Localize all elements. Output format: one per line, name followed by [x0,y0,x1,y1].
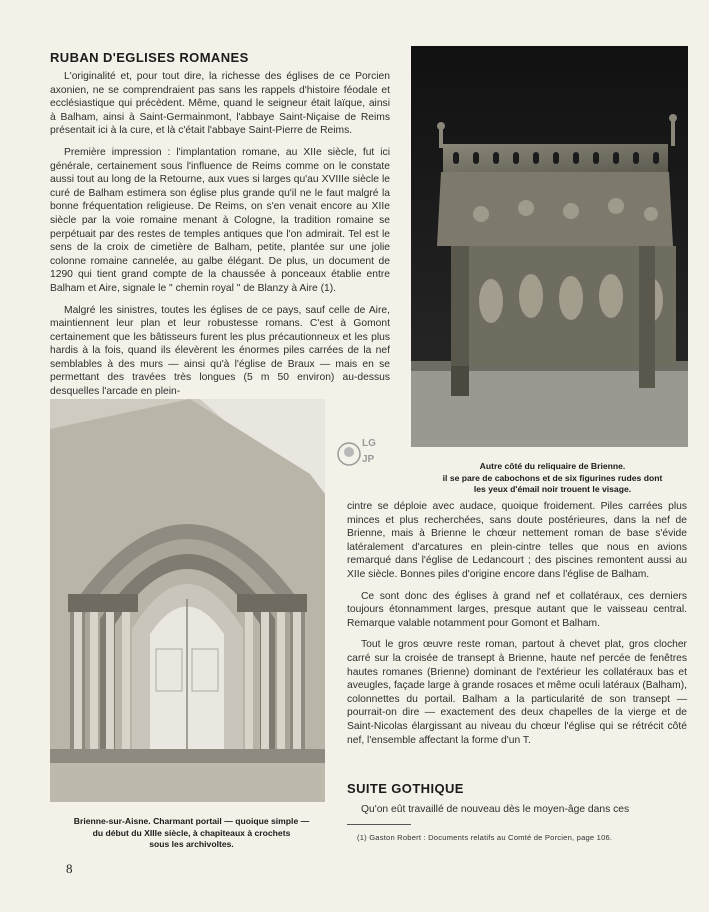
footnote: (1) Gaston Robert : Documents relatifs au Comté de Porcien, page 106. [357,833,613,842]
caption-line: il se pare de cabochons et de six figurines rudes dont [442,472,663,483]
section-heading-gothic: SUITE GOTHIQUE [347,781,464,796]
paragraph: Tout le gros œuvre reste roman, partout à chevet plat, gros clocher carré sur la croisée de transept à Brienne, haute nef percée de fenêtres hautes romanes (Brienne) dominant de l'extérieur les collatéraux bas et aveugles, façade large à grande rosaces et même oculi latéraux (Balham), colonnettes du portail. Balham a la particularité de son transept — pourrait-on dire — exactement des deux chapelles de la vierge et de Saint-Nicolas élargissant au niveau du chœur l'église qui se rétrécit côté nef, l'ensemble affectant la forme d'un T. [347,639,687,746]
stamp-text: LG [362,438,376,449]
paragraph: Ce sont donc des églises à grand nef et collatéraux, ces derniers toujours étonnamment larges, presque autant que le vaisseau central. Remarque valable notamment pour Gomont et Balham. [347,590,687,629]
reliquary-caption [420,461,685,496]
continuation-text [347,500,687,755]
reliquary-photo [411,46,688,447]
paragraph: Qu'on eût travaillé de nouveau dès le moyen-âge dans ces [361,804,630,815]
page-number: 8 [66,861,73,876]
library-stamp [336,436,382,472]
section-heading: RUBAN D'EGLISES ROMANES [50,50,249,65]
paragraph: Première impression : l'implantation romane, au XIIe siècle, fut ici générale, certainement sous l'influence de Reims comme on le constate aussi tout au long de la Retourne, aux vues si larges qu'au XVIIIe siècle le curé de Balham estimera son église plus grande qu'il ne le faut malgré la bonne fréquentation religieuse. De Reims, on s'en venait encore au XIIe siècle par la voie romaine menant à Cologne, la tradition romaine se perpétuait par des restes de temples antiques que l'on admirait. Tel est le sens de la croix de cimetière de Balham, petite, plantée sur une jolie colonne romaine cannelée, au galbe élégant. De plus, un document de 1290 qui tient grand compte de la chaussée à ponceaux établie entre Balham et Aire, signale le " chemin royal " de Blanzy à Aire (1). [50,146,390,294]
caption-line: sous les archivoltes. [149,839,234,849]
portal-photo [50,399,325,802]
stamp-text: JP [362,454,375,465]
caption-line: Brienne-sur-Aisne. Charmant portail — quoique simple — [73,816,310,826]
caption-line: Autre côté du reliquaire de Brienne. [479,461,626,471]
paragraph: Malgré les sinistres, toutes les églises de ce pays, sauf celle de Aire, maintiennent leur plan et leur robustesse romans. C'est à Gomont certainement que les bâtisseurs furent les plus précautionneux et les plus hardis à la fois, quand ils élevèrent les énormes piles carrées de la nef semblables à des murs — ainsi qu'à l'église de Braux — mais en se permettant des travées très longues (5 m 50 environ) au-dessus desquelles l'arcade en plein- [50,304,390,398]
intro-text [50,70,390,399]
paragraph: cintre se déploie avec audace, quoique froidement. Piles carrées plus minces et plus recherchées, sans doute postérieures, dans la nef de Brienne, mais à Brienne le chœur nettement roman de base s'évide latéralement d'arcatures en plein-cintre telles que nous en avions remarqué dans l'église de Ledancourt ; des piscines remontent aussi au XIIe siècle. Bonnes piles d'origine encore dans l'église de Balham. [347,501,687,580]
paragraph: L'originalité et, pour tout dire, la richesse des églises de ce Porcien axonien, ne se comprendraient pas sans les rappels d'histoire féodale et ecclésiastique qui précèdent. Même, quand le seigneur était laïque, ainsi à Balham, ainsi à Saint-Germainmont, l'abbaye Saint-Niçaise de Reims présentait ici à la cure, et là c'était l'abbaye Saint-Pierre de Reims. [50,71,390,137]
portal-caption [50,816,333,851]
caption-line: les yeux d'émail noir trouent le visage. [473,484,632,494]
footnote-divider [347,824,411,825]
caption-line: du début du XIIIe siècle, à chapiteaux à crochets [92,827,291,838]
